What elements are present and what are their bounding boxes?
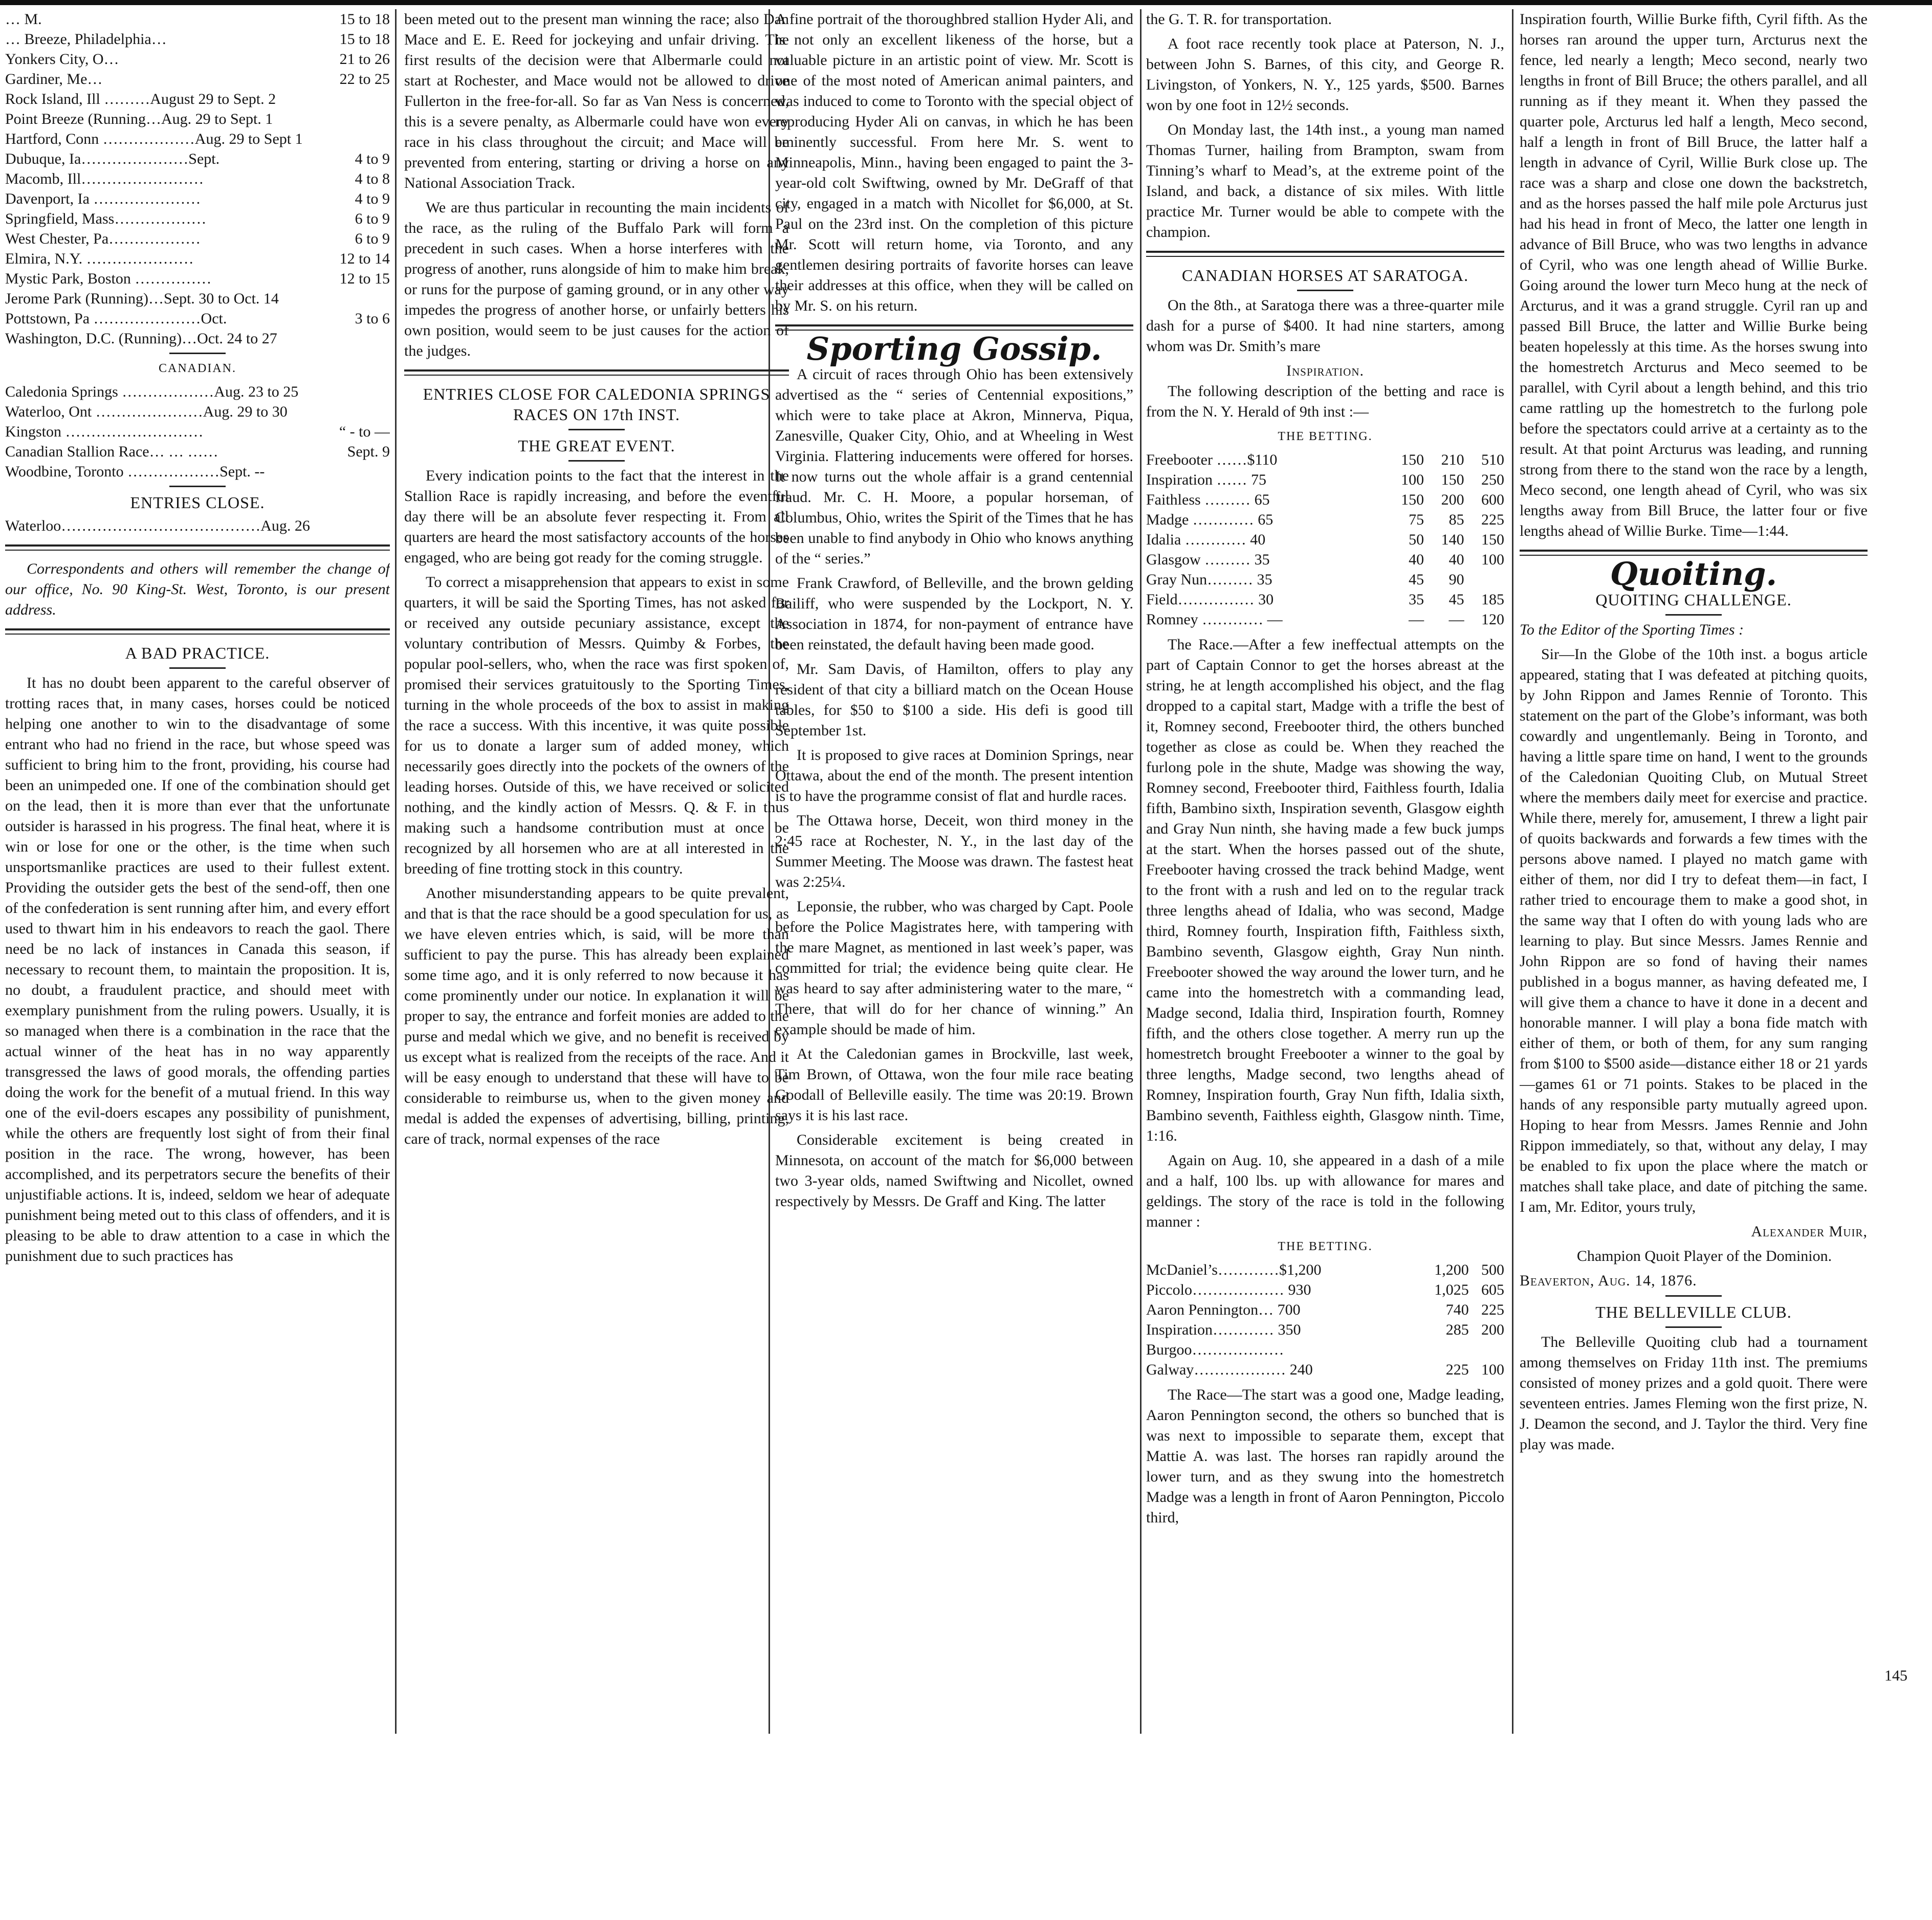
sporting-gossip-heading: Sporting Gossip.: [806, 330, 1102, 367]
fixture-place: Kingston ………………………: [5, 423, 204, 440]
table-row: [5, 89, 390, 109]
fixture-dates: [334, 129, 390, 149]
table-row: [5, 442, 390, 462]
betting-odds: 285: [1445, 1321, 1469, 1338]
betting-odds: [1464, 570, 1504, 590]
fixture-place: Gardiner, Me…: [5, 71, 103, 88]
table-row: [1146, 510, 1504, 530]
table-row: [1146, 1320, 1504, 1340]
office-notice: Correspondents and others will remember the change of our office, No. 90 King-St. West, Toronto, is our present address.: [5, 560, 390, 618]
quoiting-challenge-heading: QUOITING CHALLENGE.: [1595, 591, 1792, 609]
betting-table-2: [1146, 1260, 1504, 1380]
entries-line: Waterloo…………………………………Aug. 26: [5, 517, 310, 534]
fixture-dates: 6 to 9: [355, 210, 390, 227]
betting-horse: Idalia ………… 40: [1146, 531, 1266, 548]
fixture-dates: [334, 89, 390, 109]
fixture-place: Canadian Stallion Race… … ……: [5, 443, 218, 460]
fixtures-table: [5, 9, 390, 348]
betting-horse: Inspiration………… 350: [1146, 1321, 1301, 1338]
section-divider: [169, 486, 226, 487]
table-row: [1146, 590, 1504, 609]
entries-close-heading: ENTRIES CLOSE.: [130, 493, 265, 512]
betting-horse: Freebooter ……$110: [1146, 451, 1278, 468]
fixture-dates: [334, 289, 390, 309]
column-2: [404, 9, 789, 1739]
betting-odds: 35: [1409, 591, 1424, 608]
betting-horse: Inspiration …… 75: [1146, 471, 1266, 488]
table-row: [5, 249, 390, 269]
article-paragraph: A fine portrait of the thoroughbred stallion Hyder Ali, and is not only an excellent likeness of the horse, but a valuable picture in an artistic point of view. Mr. Scott is one of the most noted of American animal painters, and was induced to come to Toronto with the special object of reproducing Hyder Ali on canvas, in which he has been eminently successful. From here Mr. S. went to Minneapolis, Minn., having been engaged to paint the 3-year-old colt Swiftwing, owned by Mr. DeGraff of that city, engaged in a match with Nicollet for $6,000, at St. Paul on the 23rd inst. On the completion of this picture Mr. Scott will return home, via Toronto, and any gentlemen desiring portraits of favorite horses can leave their addresses at this office, when they will be called on by Mr. S. on his return.: [775, 11, 1133, 314]
fixture-place: Hartford, Conn ………………Aug. 29 to Sept 1: [5, 130, 303, 147]
table-row: [1146, 609, 1504, 629]
great-event-heading: THE GREAT EVENT.: [518, 437, 675, 455]
betting-table-1: [1146, 450, 1504, 629]
fixture-dates: “ - to —: [339, 423, 390, 440]
betting-odds: [1416, 1340, 1469, 1360]
section-divider: [1665, 614, 1722, 616]
section-divider: [568, 460, 625, 462]
fixture-place: West Chester, Pa………………: [5, 230, 201, 247]
betting-odds: 510: [1481, 451, 1504, 468]
table-row: [5, 309, 390, 329]
betting-odds: 605: [1481, 1281, 1504, 1298]
fixture-place: Washington, D.C. (Running)…Oct. 24 to 27: [5, 330, 277, 347]
betting-odds: 250: [1481, 471, 1504, 488]
table-row: [5, 189, 390, 209]
betting-odds: 225: [1445, 1361, 1469, 1378]
betting-odds: 45: [1448, 591, 1464, 608]
article-paragraph: On the 8th., at Saratoga there was a three-quarter mile dash for a purse of $400. It had nine starters, among whom was Dr. Smith’s mare: [1146, 297, 1504, 355]
betting-odds: [1469, 1340, 1504, 1360]
fixture-dates: [333, 402, 390, 422]
race-report: The Race—The start was a good one, Madge leading, Aaron Pennington second, the others so bunched that is was next to impossible to separate them, except that Mattie A. was last. The horses ran rapidly around the lower turn, and as they swung into the homestretch Madge was a length in front of Aaron Pennington, Piccolo third,: [1146, 1386, 1504, 1526]
top-border-rule: [0, 0, 1932, 5]
table-row: [1146, 450, 1504, 470]
fixture-dates: [334, 329, 390, 348]
fixture-dates: 15 to 18: [339, 11, 390, 28]
betting-odds: 100: [1481, 551, 1504, 568]
fixture-dates: 6 to 9: [355, 230, 390, 247]
betting-odds: 150: [1401, 451, 1424, 468]
article-paragraph: The following description of the betting and race is from the N. Y. Herald of 9th inst :—: [1146, 383, 1504, 420]
fixture-dates: 21 to 26: [339, 51, 390, 68]
table-row: [5, 289, 390, 309]
betting-odds: 150: [1481, 531, 1504, 548]
table-row: [5, 129, 390, 149]
fixture-place: Rock Island, Ill ………August 29 to Sept. 2: [5, 91, 276, 107]
article-paragraph: Inspiration fourth, Willie Burke fifth, Cyril fifth. As the horses ran around the upper turn, Arcturus next the fence, led nearly a length; Meco second, nearly two lengths in front of Bill Bruce; the others parallel, and all running as if they meant it. When they passed the quarter pole, Arcturus led half a length, Meco second, half a length in front of Bill Bruce, the latter half a length in advance of Cyril, Willie Burk close up. The race was a sharp and close one down the backstretch, and as the horses passed the half mile pole Arcturus just had his head in front of Meco, the latter one length in advance of Bill Bruce, who was two lengths in advance of Cyril, who was one length ahead of Willie Burke. Going around the lower turn Meco hung at the neck of Arcturus, and it was a grand struggle. Cyril ran up and passed Bill Bruce, the latter and Willie Burke being beaten hopelessly at this time. As the horses swung into the homestretch Arcturus and Meco seemed to be parallel, with Cyril about a length behind, and this trio came rattling up the homestretch to the furlong pole before the spectators could arrive at a certainty as to the result. At that point Arcturus was leading, and running strong from there to the stand won the race by a length, Meco second, one length ahead of Cyril, who was six lengths away from Bill Bruce, the latter four or five lengths ahead of Willie Burke. Time—1:44.: [1520, 11, 1868, 539]
table-row: [5, 29, 390, 49]
fixture-dates: 4 to 8: [355, 170, 390, 187]
article-paragraph: been meted out to the present man winning the race; also Dan Mace and E. E. Reed for jockeying and unfair driving. The first results of the decision were that Albermarle could not start at Rochester, and Mace would not be allowed to drive Fullerton in the free-for-all. So far as Van Ness is concerned, this is a severe penalty, as Albermarle could have won every race in his class throughout the circuit; and Mace will be prevented from entering, starting or driving a horse on any National Association Track.: [404, 11, 789, 191]
betting-odds: 120: [1481, 611, 1504, 628]
article-paragraph: We are thus particular in recounting the main incidents of the race, as the ruling of the Buffalo Park will form a precedent in such cases. When a horse interferes with the progress of another, runs alongside of him to make him break, or runs for the purpose of gaming ground, or in any other way impedes the progress of another horse, or unfairly betters his own position, would seem to be just causes for the action of the judges.: [404, 199, 789, 359]
column-rule: [1512, 9, 1513, 1734]
fixture-dates: [333, 462, 390, 482]
fixture-dates: Sept. 9: [347, 443, 390, 460]
article-paragraph: the G. T. R. for transportation.: [1146, 11, 1332, 28]
table-row: [5, 229, 390, 249]
section-divider: [1665, 1326, 1722, 1328]
betting-horse: Field…………… 30: [1146, 591, 1274, 608]
gossip-item: Frank Crawford, of Belleville, and the brown gelding Bailiff, who were suspended by the Lockport, N. Y. Association in 1874, for non-payment of entrance have been reinstated, the default having been made good.: [775, 575, 1133, 653]
table-row: [5, 269, 390, 289]
betting-horse: McDaniel’s…………$1,200: [1146, 1261, 1322, 1278]
column-3: [775, 9, 1133, 1739]
table-row: [1146, 1280, 1504, 1300]
article-paragraph: A foot race recently took place at Paterson, N. J., between John S. Barnes, of this city, and George R. Livingston, of Yonkers, N. Y., 125 yards, $500. Barnes won by one foot in 12½ seconds.: [1146, 35, 1504, 114]
fixture-dates: 12 to 14: [339, 250, 390, 267]
column-4: [1146, 9, 1504, 1739]
article-paragraph: The Belleville Quoiting club had a tournament among themselves on Friday 11th inst. The premiums consisted of money prizes and a gold quoit. There were seventeen entries. James Fleming won the first prize, N. J. Deamon the second, and J. Taylor the third. Very fine play was made.: [1520, 1334, 1868, 1453]
betting-horse: Burgoo………………: [1146, 1341, 1284, 1358]
gossip-item: The Ottawa horse, Deceit, won third money in the 2:45 race at Rochester, N. Y., in the last day of the Summer Meeting. The Moose was drawn. The fastest heat was 2:25¼.: [775, 812, 1133, 890]
table-row: [1146, 550, 1504, 570]
fixture-dates: 15 to 18: [339, 31, 390, 48]
fixture-dates: 4 to 9: [355, 190, 390, 207]
canadian-fixtures-table: [5, 382, 390, 482]
inspiration-label: Inspiration.: [1286, 362, 1364, 379]
double-rule: [404, 369, 789, 376]
table-row: [5, 209, 390, 229]
signature-title: Champion Quoit Player of the Dominion.: [1576, 1248, 1832, 1264]
betting-odds: 600: [1481, 491, 1504, 508]
article-paragraph: To correct a misapprehension that appears to exist in some quarters, it will be said the Sporting Times, has not asked for or received any outside pecuniary assistance, except the voluntary contribution of Messrs. Quimby & Forbes, the popular pool-sellers, who, when the race was first spoken of, promised their services gratuitously to the Sporting Times, turning in the whole proceeds of the box to assist in making the race a success. With this incentive, it was quite possible for us to donate a larger sum of added money, which necessarily goes directly into the pockets of the owners of the leading horses. Outside of this, we have received or solicited nothing, and the kindly action of Messrs. Q. & F. in thus making such a handsome contribution must at once be recognized by all horsemen who are at all interested in the breeding of fine trotting stock in this country.: [404, 574, 789, 877]
fixture-place: Point Breeze (Running…Aug. 29 to Sept. 1: [5, 111, 273, 127]
saratoga-heading: CANADIAN HORSES AT SARATOGA.: [1181, 266, 1469, 285]
table-row: [1146, 1300, 1504, 1320]
bad-practice-heading: A BAD PRACTICE.: [125, 644, 270, 662]
betting-label: THE BETTING.: [1278, 1240, 1373, 1253]
page-number: 145: [1884, 1667, 1907, 1684]
fixture-place: Yonkers City, O…: [5, 51, 119, 68]
betting-odds: 100: [1481, 1361, 1504, 1378]
fixture-place: Davenport, Ia …………………: [5, 190, 201, 207]
betting-odds: 75: [1409, 511, 1424, 528]
betting-odds: —: [1409, 611, 1424, 628]
quoiting-heading: Quoiting.: [1610, 555, 1777, 593]
fixture-place: Waterloo, Ont …………………Aug. 29 to 30: [5, 403, 288, 420]
column-5: [1520, 9, 1868, 1739]
article-paragraph: Another misunderstanding appears to be quite prevalent, and that is that the race should be a good speculation for us, as we have eleven entries which, is said, will be more than sufficient to pay the purse. This has already been explained some time ago, and it is only referred to now because it has come prominently under our notice. In explanation it will be proper to say, the entrance and forfeit monies are added to the purse and medal which we give, and no benefit is received by us except what is realized from the receipts of the race. And it will be easy enough to understand that these will have to be considerable to reimburse us, when to the given money and medal is added the expenses of advertising, billing, printing, care of track, normal expenses of the race: [404, 885, 789, 1147]
betting-odds: 150: [1401, 491, 1424, 508]
fixture-place: … M.: [5, 11, 42, 28]
fixture-place: Mystic Park, Boston ……………: [5, 270, 212, 287]
race-report: The Race.—After a few ineffectual attempts on the part of Captain Connor to get the horses abreast at the string, he at length accomplished his object, and the flag dropped to a capital start, Madge with a trifle the best of it, Romney second, Freebooter third, the others bunched together as close as could be. When they reached the furlong pole in the shute, Madge was showing the way, Romney second, Freebooter third, Faithless fourth, Idalia fifth, Bambino sixth, Inspiration seventh, Glasgow eighth and Gray Nun ninth, she having made a few buck jumps at the start. When the horses passed out of the shute, Freebooter having crossed the track behind Madge, went to the front with a rush and led on to the regular track three lengths ahead of Idalia, who was second, Madge third, Romney fourth, Inspiration fifth, Faithless sixth, Bambino seventh, Glasgow eighth, Gray Nun ninth. Freebooter showed the way around the lower turn, and he came into the homestretch with a commanding lead, Madge second, Idalia third, Inspiration fourth, Romney fifth, and the others close together. A merry run up the homestretch brought Freebooter a winner to the goal by three lengths, Madge second, two lengths ahead of Romney, Inspiration fourth, Gray Nun fifth, Idalia sixth, Bambino seventh, Faithless eighth, Glasgow ninth. Time, 1:16.: [1146, 636, 1504, 1144]
betting-odds: 150: [1441, 471, 1464, 488]
double-rule: [5, 544, 390, 551]
table-row: [1146, 530, 1504, 550]
betting-odds: 90: [1448, 571, 1464, 588]
fixture-place: … Breeze, Philadelphia…: [5, 31, 167, 48]
fixture-dates: 12 to 15: [339, 270, 390, 287]
table-row: [1146, 470, 1504, 490]
betting-horse: Glasgow ……… 35: [1146, 551, 1270, 568]
betting-odds: 500: [1481, 1261, 1504, 1278]
letter-body: Sir—In the Globe of the 10th inst. a bogus article appeared, stating that I was defeated at pitching quoits, by John Rippon and James Rennie of Toronto. This statement on the part of the Globe’s informant, was both cowardly and ungentlemanly. Being in Toronto, and having a little spare time on hand, I went to the grounds of the Caledonian Quoiting Club, on Mutual Street where the members daily meet for exercise and practice. While there, merely for, amusement, I threw a light pair of quoits backwards and forwards a few times with the persons above named. I played no match game with either of them, nor did I try to defeat them—in fact, I rather tried to encourage them to make a good shot, in the same way that I often do with young lads who are learning to play. But since Messrs. James Rennie and John Rippon are so fond of having their names published in a bogus manner, as having defeated me, I will give them a chance to have it done in a decent and honorable manner. I will play a bona fide match with either of them, or both of them, for any sum ranging from $100 to $500 aside—distance either 18 or 21 yards—games 61 or 71 points. Stakes to be placed in the hands of any responsible party mutually agreed upon. Hoping to hear from Messrs. James Rennie and John Rippon immediately, so that, without any delay, I may be enabled to fix upon the place where the match or matches shall take place, and date of pitching the same. I am, Mr. Editor, yours truly,: [1520, 646, 1868, 1215]
betting-odds: 140: [1441, 531, 1464, 548]
betting-odds: 225: [1481, 511, 1504, 528]
letter-signature: Alexander Muir,: [1751, 1223, 1868, 1240]
section-divider: [1297, 290, 1353, 291]
to-editor-line: To the Editor of the Sporting Times :: [1520, 621, 1744, 638]
section-divider: [1665, 1295, 1722, 1297]
fixture-place: Macomb, Ill……………………: [5, 170, 204, 187]
table-row: [1146, 490, 1504, 510]
table-row: [5, 329, 390, 348]
betting-horse: Gray Nun……… 35: [1146, 571, 1272, 588]
race-report: Again on Aug. 10, she appeared in a dash of a mile and a half, 100 lbs. up with allowance for mares and geldings. The story of the race is told in the following manner :: [1146, 1152, 1504, 1230]
gossip-item: Leponsie, the rubber, who was charged by Capt. Poole before the Police Magistrates here, with tampering with the mare Magnet, as mentioned in last week’s paper, was committed for trial; the evidence being quite clear. He was heard to say after administering water to the mare, “ There, that will do for her chance of winning.” An example should be made of him.: [775, 898, 1133, 1038]
section-divider: [169, 353, 226, 354]
gossip-item: At the Caledonian games in Brockville, last week, Tim Brown, of Ottawa, won the four mile race beating Goodall of Belleville easily. The time was 20:19. Brown says it is his last race.: [775, 1045, 1133, 1124]
fixture-dates: [333, 382, 390, 402]
table-row: [5, 462, 390, 482]
table-row: [5, 402, 390, 422]
betting-horse: Faithless ……… 65: [1146, 491, 1270, 508]
gossip-item: A circuit of races through Ohio has been extensively advertised as the “ series of Centennial expositions,” which were to take place at Akron, Minnerva, Piqua, Zanesville, Quaker City, Ohio, and at Wheeling in West Virginia. Flattering inducements were offered for horses. It now turns out the whole affair is a grand centennial fraud. Mr. C. H. Moore, a popular horseman, of Columbus, Ohio, writes the Spirit of the Times that he has been unable to find anybody in Ohio who knows anything of the “ series.”: [775, 366, 1133, 567]
column-rule: [395, 9, 397, 1734]
betting-odds: 40: [1448, 551, 1464, 568]
table-row: [1146, 1360, 1504, 1380]
betting-horse: Romney ………… —: [1146, 611, 1283, 628]
fixture-dates: 22 to 25: [339, 71, 390, 88]
table-row: [5, 382, 390, 402]
fixture-dates: [334, 109, 390, 129]
article-paragraph: It has no doubt been apparent to the careful observer of trotting races that, in many cases, horses could be noticed helping one another to win to the disadvantage of some entrant who had no friend in the race, but whose speed was sufficient to bring him to the front, providing, his course had been an unimpeded one. If one of the combination should get on the lead, then it is more than ever that the unfortunate outsider is harassed in his progress. The final heat, where it is win or lose for one or the other, is the time when such unsportsmanlike practices are used to their fullest extent. Providing the outsider gets the best of the send-off, then one of the confederation is sent running after him, and every effort used to thwart him in his endeavors to reach the gaol. There need be no lack of instances in Canada this season, if necessary to recount them, to maintain the proposition. It is, no doubt, a fraudulent practice, and should meet with exemplary punishment from the ruling powers. Usually, it is so managed when there is a combination in the race that the actual winner of the heat has in no way apparently transgressed the laws of good morals, the offending parties doing the work for the benefit of a mutual friend. In this way one of the evil-doers escapes any possibility of punishment, while the others are frequently lost sight of from their final position in the race. The wrong, however, has been accomplished, and its perpetrators secure the benefits of their unjustifiable actions. It is, indeed, seldom we hear of adequate punishment being meted out to this class of offenders, and it is pleasing to be able to draw attention to a case in which the punishment due to such practices has: [5, 674, 390, 1264]
betting-odds: 85: [1448, 511, 1464, 528]
column-rule: [1140, 9, 1141, 1734]
betting-odds: 45: [1409, 571, 1424, 588]
betting-odds: 200: [1481, 1321, 1504, 1338]
fixture-place: Dubuque, Ia…………………Sept.: [5, 150, 220, 167]
table-row: [5, 422, 390, 442]
betting-odds: 185: [1481, 591, 1504, 608]
fixture-place: Elmira, N.Y. …………………: [5, 250, 194, 267]
betting-odds: —: [1448, 611, 1464, 628]
betting-odds: 225: [1481, 1301, 1504, 1318]
section-divider: [169, 667, 226, 669]
betting-horse: Piccolo……………… 930: [1146, 1281, 1311, 1298]
betting-odds: 40: [1409, 551, 1424, 568]
gossip-item: Mr. Sam Davis, of Hamilton, offers to play any resident of that city a billiard match on the Ocean House tables, for $50 to $100 a side. His defi is good till September 1st.: [775, 661, 1133, 739]
section-divider: [568, 429, 625, 430]
table-row: [1146, 570, 1504, 590]
table-row: [5, 49, 390, 69]
betting-odds: 740: [1445, 1301, 1469, 1318]
table-row: [5, 9, 390, 29]
betting-horse: Galway……………… 240: [1146, 1361, 1313, 1378]
gossip-item: Considerable excitement is being created in Minnesota, on account of the match for $6,000 between two 3-year olds, named Swiftwing and Nicollet, owned respectively by Messrs. De Graff and King. The latter: [775, 1131, 1133, 1210]
betting-odds: 50: [1409, 531, 1424, 548]
belleville-club-heading: THE BELLEVILLE CLUB.: [1595, 1303, 1792, 1321]
fixture-place: Jerome Park (Running)…Sept. 30 to Oct. 14: [5, 290, 279, 307]
betting-horse: Aaron Pennington… 700: [1146, 1301, 1301, 1318]
column-1: [5, 9, 390, 1739]
betting-odds: 1,200: [1434, 1261, 1469, 1278]
fixture-place: Springfield, Mass………………: [5, 210, 207, 227]
fixture-place: Pottstown, Pa …………………Oct.: [5, 310, 227, 327]
fixture-place: Woodbine, Toronto ………………Sept. --: [5, 463, 265, 480]
entries-close-caledonia-heading: ENTRIES CLOSE FOR CALEDONIA SPRINGS RACES ON 17th INST.: [423, 385, 771, 424]
gossip-item: It is proposed to give races at Dominion Springs, near Ottawa, about the end of the month. The present intention is to have the programme consist of flat and hurdle races.: [775, 747, 1133, 804]
table-row: [5, 69, 390, 89]
betting-odds: 1,025: [1434, 1281, 1469, 1298]
table-row: [5, 149, 390, 169]
fixture-dates: 3 to 6: [355, 310, 390, 327]
letter-dateline: Beaverton, Aug. 14, 1876.: [1520, 1272, 1697, 1289]
table-row: [5, 169, 390, 189]
betting-odds: 200: [1441, 491, 1464, 508]
article-paragraph: On Monday last, the 14th inst., a young man named Thomas Turner, hailing from Brampton, swam from Tinning’s wharf to Mead’s, at the extreme point of the Island, and back, a distance of six miles. With little practice Mr. Turner would be able to compete with the champion.: [1146, 121, 1504, 241]
article-paragraph: Every indication points to the fact that the interest in the Stallion Race is rapidly increasing, and before the eventful day there will be an absolute fever respecting it. From all quarters are heard the most satisfactory accounts of the horses engaged, who are being got ready for the coming struggle.: [404, 467, 789, 566]
table-row: [1146, 1340, 1504, 1360]
betting-label: THE BETTING.: [1278, 430, 1373, 443]
table-row: [5, 109, 390, 129]
betting-horse: Madge ………… 65: [1146, 511, 1274, 528]
double-rule: [1146, 251, 1504, 257]
canadian-heading: CANADIAN.: [159, 362, 236, 375]
double-rule: [5, 628, 390, 635]
table-row: [1146, 1260, 1504, 1280]
fixture-dates: 4 to 9: [355, 150, 390, 167]
betting-odds: 210: [1441, 451, 1464, 468]
betting-odds: 100: [1401, 471, 1424, 488]
fixture-place: Caledonia Springs ………………Aug. 23 to 25: [5, 383, 299, 400]
